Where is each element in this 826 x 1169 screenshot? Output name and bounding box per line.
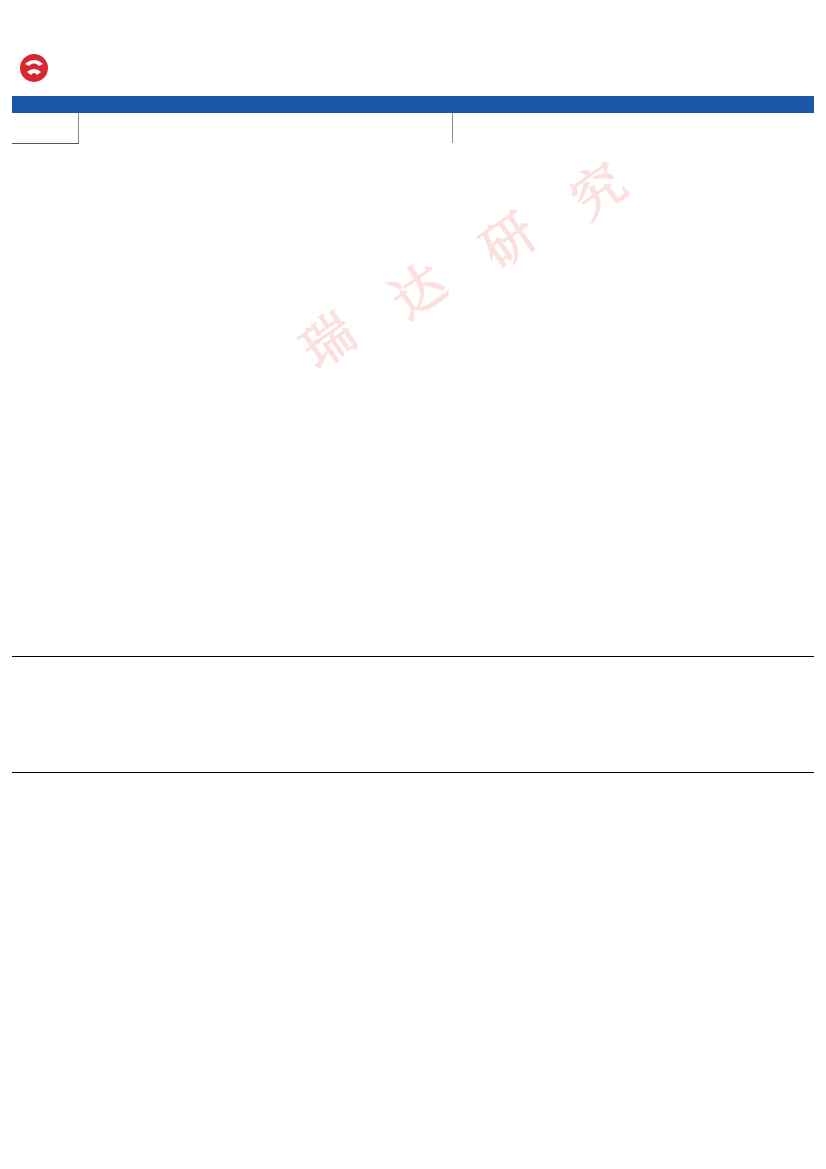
category-cell (12, 113, 78, 143)
indicator-name (452, 113, 656, 128)
col-header-category (12, 96, 78, 113)
table-row (12, 113, 814, 128)
col-header-change-2 (736, 96, 814, 113)
company-logo-icon (18, 52, 54, 84)
latest-value (656, 128, 736, 143)
table-header-row (12, 96, 814, 113)
watermark: 达 (380, 252, 458, 332)
table-row (12, 128, 814, 143)
change-value (396, 128, 452, 143)
change-value (736, 113, 814, 128)
col-header-change (396, 96, 452, 113)
change-value (396, 113, 452, 128)
watermark: 究 (560, 152, 638, 232)
footer-divider (12, 656, 814, 657)
indicator-name (78, 113, 340, 128)
footer-divider (12, 772, 814, 773)
col-header-indicator (78, 96, 340, 113)
col-header-latest (340, 96, 396, 113)
change-value (736, 128, 814, 143)
indicator-name (78, 128, 340, 143)
col-header-latest-2 (656, 96, 736, 113)
latest-value (656, 113, 736, 128)
watermark: 瑞 (290, 302, 368, 382)
watermark: 研 (470, 202, 548, 282)
latest-value (340, 113, 396, 128)
data-table (12, 96, 814, 144)
col-header-indicator-2 (452, 96, 656, 113)
latest-value (340, 128, 396, 143)
indicator-name (452, 128, 656, 143)
